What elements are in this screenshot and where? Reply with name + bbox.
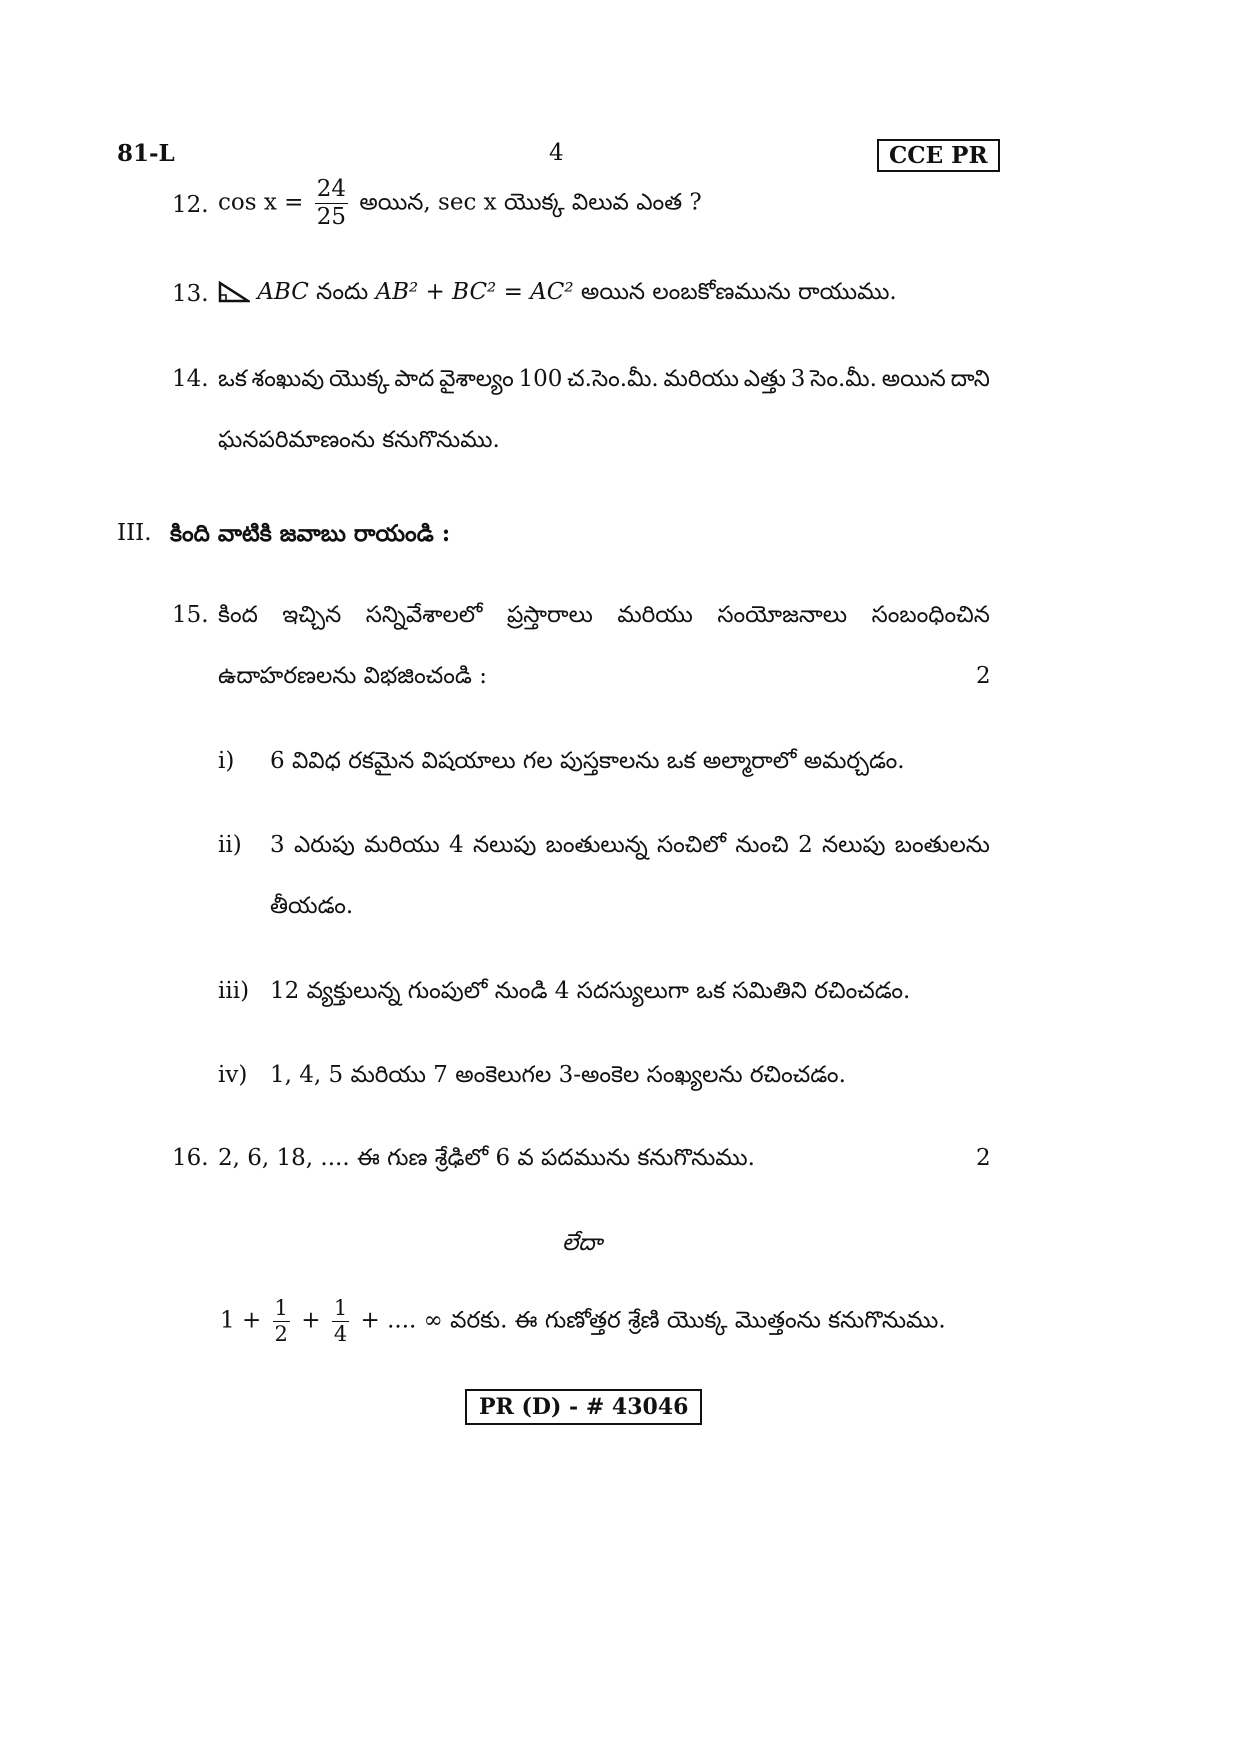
- paper-code: 81-L: [117, 140, 175, 167]
- or-separator: లేదా: [562, 1230, 603, 1256]
- q13-equation: AB² + BC² = AC²: [375, 279, 574, 305]
- q15-line2: ఉదాహరణలను విభజించండి :: [218, 663, 487, 689]
- q15-item-iii-label: iii): [218, 978, 250, 1004]
- q15-ii-word: 2: [798, 832, 813, 858]
- q15-word: కింద: [218, 602, 258, 628]
- right-triangle-icon: [218, 281, 250, 303]
- q16-fraction-half: [273, 1298, 290, 1345]
- q13-text1: నందు: [316, 279, 369, 305]
- q15-ii-word: నుంచి: [735, 832, 789, 858]
- q14-word: మరియు: [663, 366, 740, 392]
- q12-text: [218, 178, 702, 229]
- q15-ii-word: నలుపు: [472, 832, 537, 858]
- q15-word: సన్నివేశాలలో: [365, 602, 483, 628]
- q14-word: 3: [790, 366, 806, 392]
- q13-triangle-label: ABC: [257, 279, 309, 305]
- q15-word: ప్రస్తారాలు: [506, 602, 593, 628]
- q16-marks: 2: [976, 1145, 991, 1171]
- q16-f2-denominator: 4: [333, 1322, 348, 1346]
- q15-ii-word: మరియు: [364, 832, 440, 858]
- q15-number: 15.: [172, 602, 209, 628]
- q15-item-i-text: 6 వివిధ రకమైన విషయాలు గల పుస్తకాలను ఒక అల్మారాలో అమర్చడం.: [270, 748, 905, 774]
- q16-text: 2, 6, 18, .... ఈ గుణ శ్రేఢిలో 6 వ పదమును కనుగొనుము.: [218, 1145, 755, 1171]
- q14-word: శంఖువు: [251, 366, 325, 392]
- q14-word: అయిన: [881, 366, 946, 392]
- q15-ii-word: 3: [270, 832, 285, 858]
- q15-ii-word: నలుపు: [822, 832, 886, 858]
- q14-number: 14.: [172, 366, 209, 392]
- q13-text2: అయిన లంబకోణమును రాయుము.: [580, 279, 897, 305]
- section-heading: కింది వాటికి జవాబు రాయండి :: [170, 520, 451, 547]
- q14-word: యొక్క: [328, 366, 390, 392]
- q14-word: దాని: [950, 366, 990, 392]
- q14-line1: [218, 366, 990, 398]
- q15-word: మరియు: [617, 602, 693, 628]
- q15-item-iv-text: 1, 4, 5 మరియు 7 అంకెలుగల 3-అంకెల సంఖ్యలను రచించడం.: [270, 1062, 846, 1088]
- page-number: 4: [549, 140, 564, 166]
- q16-number: 16.: [172, 1145, 209, 1171]
- q12-fraction: [315, 178, 348, 229]
- q16-alternative: [220, 1298, 946, 1345]
- q14-word: ఎత్తు: [743, 366, 786, 392]
- q14-word: వైశాల్యం: [439, 366, 514, 392]
- q15-line1: [218, 602, 990, 634]
- q14-word: సెం.మీ.: [810, 366, 877, 392]
- q15-item-i-label: i): [218, 748, 235, 774]
- q16-alt-lead: 1 +: [220, 1307, 262, 1334]
- q15-word: సంయోజనాలు: [717, 602, 848, 628]
- q15-item-ii-label: ii): [218, 832, 242, 858]
- q13-text: [218, 279, 897, 311]
- section-roman: III.: [117, 520, 152, 546]
- q14-word: 100: [518, 366, 563, 392]
- q15-word: ఇచ్చిన: [282, 602, 342, 628]
- q15-ii-word: సంచిలో: [656, 832, 727, 858]
- q13-number: 13.: [172, 281, 209, 307]
- q14-word: ఒక: [218, 366, 247, 392]
- q15-ii-word: ఎరుపు: [293, 832, 355, 858]
- q12-numerator: 24: [316, 176, 346, 202]
- q16-alt-rest: + .... ∞ వరకు. ఈ గుణోత్తర శ్రేణి యొక్క మొత్తంను కనుగొనుము.: [360, 1307, 946, 1334]
- q16-f1-denominator: 2: [274, 1322, 288, 1346]
- q15-item-iii-text: 12 వ్యక్తులున్న గుంపులో నుండి 4 సదస్యులుగా ఒక సమితిని రచించడం.: [270, 978, 911, 1004]
- q15-item-iv-label: iv): [218, 1062, 248, 1088]
- q15-item-ii-line1: [270, 832, 990, 864]
- q15-item-ii-line2: తీయడం.: [270, 893, 354, 919]
- q15-ii-word: బంతులను: [894, 832, 990, 858]
- q16-alt-plus: +: [301, 1307, 321, 1334]
- q15-ii-word: 4: [449, 832, 464, 858]
- cce-pr-badge: CCE PR: [877, 139, 1000, 172]
- q15-word: సంబంధించిన: [871, 602, 990, 628]
- q12-rest: అయిన, sec x యొక్క విలువ ఎంత ?: [359, 189, 702, 216]
- q16-f2-numerator: 1: [333, 1296, 348, 1320]
- q14-word: చ.సెం.మీ.: [567, 366, 659, 392]
- q12-cos-lhs: cos x =: [218, 189, 304, 216]
- q14-line2: ఘనపరిమాణంను కనుగొనుము.: [218, 427, 500, 453]
- q16-f1-numerator: 1: [274, 1296, 288, 1320]
- q12-number: 12.: [172, 192, 209, 218]
- footer-code: PR (D) - # 43046: [465, 1389, 702, 1425]
- q15-ii-word: బంతులున్న: [545, 832, 648, 858]
- q12-denominator: 25: [316, 204, 346, 230]
- q16-fraction-quarter: [332, 1298, 349, 1345]
- q15-marks: 2: [976, 663, 991, 689]
- q14-word: పాద: [394, 366, 435, 392]
